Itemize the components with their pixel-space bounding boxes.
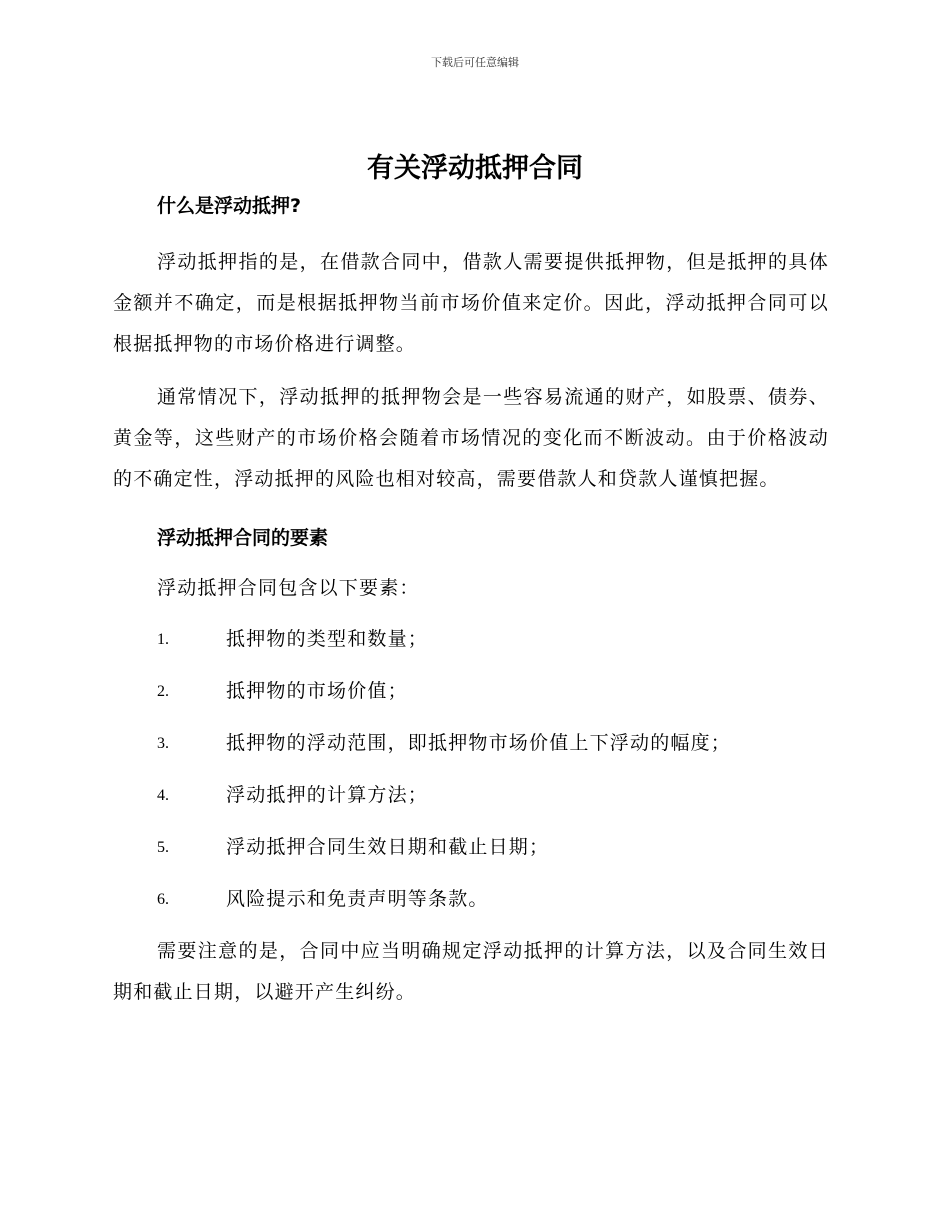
- list-item-text: 浮动抵押合同生效日期和截止日期；: [226, 836, 550, 858]
- list-item-text: 抵押物的类型和数量；: [226, 628, 429, 650]
- paragraph-definition: 浮动抵押指的是，在借款合同中，借款人需要提供抵押物，但是抵押的具体金额并不确定，而是根据抵押物当前市场价值来定价。因此，浮动抵押合同可以根据抵押物的市场价格进行调整。: [113, 251, 829, 355]
- list-item-text: 风险提示和免责声明等条款。: [226, 888, 489, 910]
- elements-list: [113, 619, 829, 920]
- section-heading-what-is: 什么是浮动抵押?: [157, 195, 302, 217]
- list-item: [113, 775, 829, 816]
- list-item: [113, 723, 829, 764]
- list-item-number: 6.: [157, 891, 169, 908]
- document-title: 有关浮动抵押合同: [367, 153, 583, 184]
- document-body: [113, 190, 829, 1013]
- list-item: [113, 671, 829, 712]
- list-item-number: 5.: [157, 839, 169, 856]
- section-heading-elements: 浮动抵押合同的要素: [157, 527, 329, 549]
- list-item: [113, 619, 829, 660]
- paragraph-risk: 通常情况下，浮动抵押的抵押物会是一些容易流通的财产，如股票、债券、黄金等，这些财产的市场价格会随着市场情况的变化而不断波动。由于价格波动的不确定性，浮动抵押的风险也相对较高，需要借款人和贷款人谨慎把握。: [113, 386, 829, 490]
- list-item-text: 抵押物的浮动范围，即抵押物市场价值上下浮动的幅度；: [226, 732, 732, 754]
- list-item: [113, 827, 829, 868]
- list-item-text: 抵押物的市场价值；: [226, 680, 408, 702]
- paragraph-elements-intro: 浮动抵押合同包含以下要素：: [157, 577, 420, 599]
- list-item-text: 浮动抵押的计算方法；: [226, 784, 429, 806]
- list-item-number: 1.: [157, 631, 169, 648]
- list-item-number: 2.: [157, 683, 169, 700]
- list-item-number: 3.: [157, 735, 169, 752]
- paragraph-closing: 需要注意的是，合同中应当明确规定浮动抵押的计算方法，以及合同生效日期和截止日期，以避开产生纠纷。: [113, 940, 829, 1003]
- header-note: 下载后可任意编辑: [431, 56, 519, 69]
- list-item: [113, 879, 829, 920]
- list-item-number: 4.: [157, 787, 169, 804]
